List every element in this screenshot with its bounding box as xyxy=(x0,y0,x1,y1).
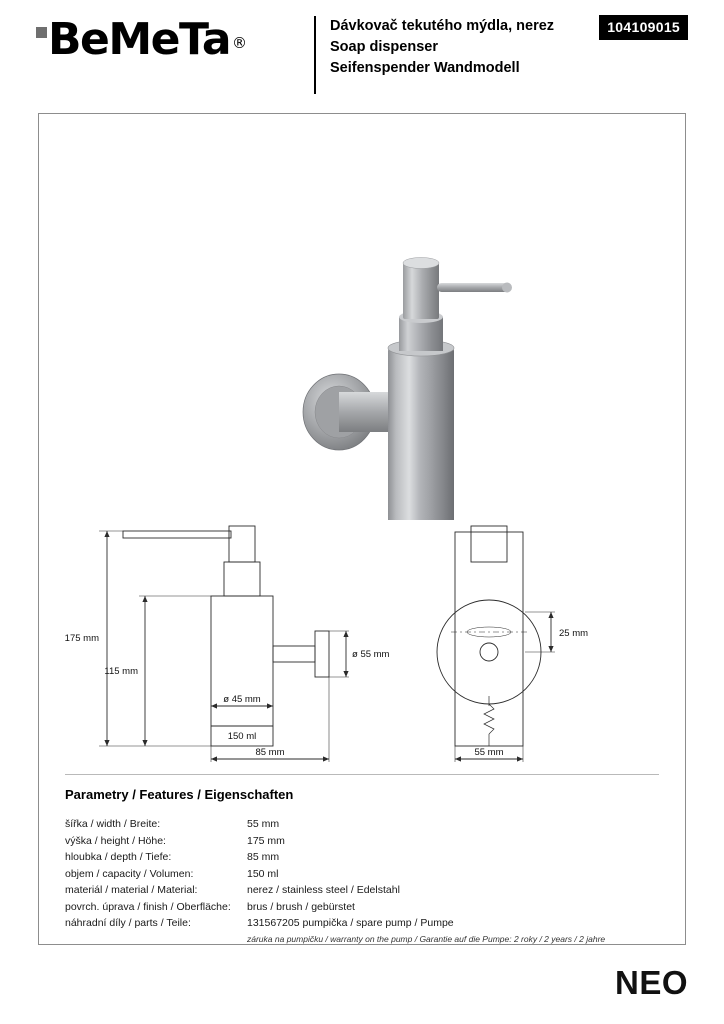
dim-depth: 85 mm xyxy=(255,747,285,758)
param-label: náhradní díly / parts / Teile: xyxy=(65,917,191,929)
param-value: brus / brush / gebürstet xyxy=(247,900,355,913)
param-label: hloubka / depth / Tiefe: xyxy=(65,851,172,863)
table-row xyxy=(65,899,665,916)
table-row xyxy=(65,833,665,850)
dim-volume: 150 ml xyxy=(227,731,257,742)
param-label: materiál / material / Material: xyxy=(65,884,198,896)
param-value: 175 mm xyxy=(247,834,285,847)
brand-logo xyxy=(36,14,314,65)
param-value: 131567205 pumpička / spare pump / Pumpe xyxy=(247,917,454,929)
technical-drawings xyxy=(39,414,685,764)
param-label: povrch. úprava / finish / Oberfläche: xyxy=(65,900,231,913)
param-label: výška / height / Höhe: xyxy=(65,834,166,847)
dim-flange-diameter: ø 55 mm xyxy=(352,649,390,660)
param-value: nerez / stainless steel / Edelstahl xyxy=(247,884,400,896)
table-row xyxy=(65,882,665,899)
dim-body-diameter: ø 45 mm xyxy=(223,694,261,705)
dim-width: 55 mm xyxy=(474,747,504,758)
table-row xyxy=(65,915,665,932)
brand-name: BeMeTa xyxy=(48,14,231,65)
param-label: objem / capacity / Volumen: xyxy=(65,867,194,880)
table-row xyxy=(65,816,665,833)
dim-body-height: 115 mm xyxy=(104,666,138,677)
param-value: 150 ml xyxy=(247,867,279,880)
param-label: šířka / width / Breite: xyxy=(65,818,161,830)
param-value: 55 mm xyxy=(247,818,280,830)
product-titles xyxy=(330,14,599,79)
dim-flange-depth: 25 mm xyxy=(559,628,589,639)
logo-square-icon xyxy=(36,27,47,38)
header-divider xyxy=(314,16,316,94)
warranty-note: záruka na pumpičku / warranty on the pump / Garantie auf die Pumpe: 2 roky / 2 years / 2 jahre xyxy=(247,933,606,944)
product-title-de: Seifenspender Wandmodell xyxy=(330,60,520,76)
table-row xyxy=(65,866,665,883)
datasheet-frame xyxy=(38,113,686,945)
series-name: NEO xyxy=(614,964,688,1001)
parameters-section xyxy=(65,787,665,946)
param-value: 85 mm xyxy=(247,851,280,863)
parameters-heading: Parametry / Features / Eigenschaften xyxy=(65,787,294,802)
product-title-cs: Dávkovač tekutého mýdla, nerez xyxy=(330,18,555,34)
table-row xyxy=(65,849,665,866)
product-title-en: Soap dispenser xyxy=(330,39,438,55)
dim-total-height: 175 mm xyxy=(64,633,99,644)
page-header xyxy=(0,0,724,96)
product-code-badge: 104109015 xyxy=(599,15,688,40)
section-divider xyxy=(65,774,659,775)
registered-trademark-icon: ® xyxy=(232,33,246,52)
